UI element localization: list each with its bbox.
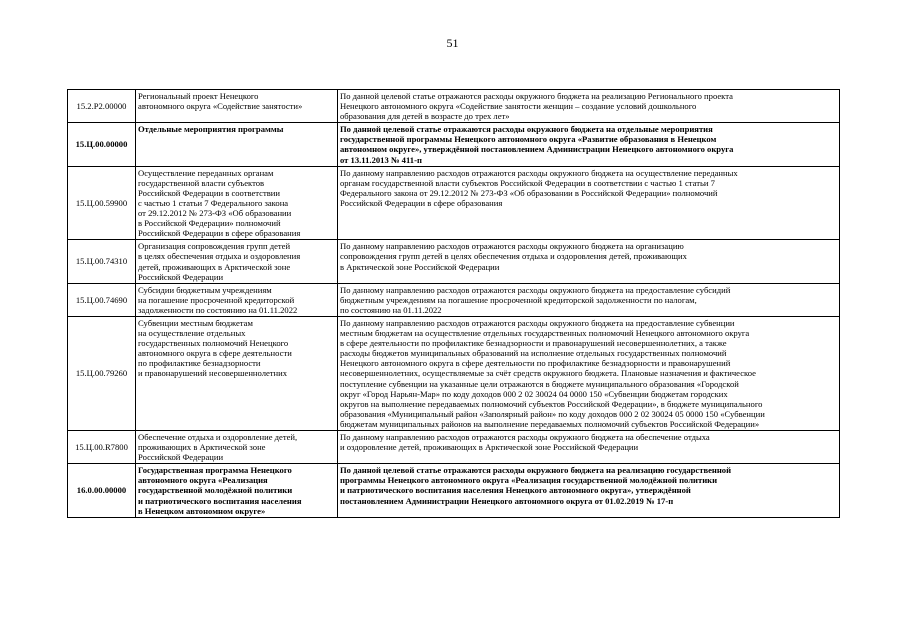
- item-description-cell: [338, 283, 840, 316]
- budget-classification-table: [67, 89, 840, 518]
- target-code-cell: [68, 90, 136, 123]
- item-description-cell: [338, 431, 840, 464]
- target-code: 15.Ц.00.59900: [75, 197, 128, 208]
- target-code: 15.Ц.00.R7800: [75, 442, 128, 453]
- page-number: 51: [446, 36, 459, 50]
- target-code-cell: [68, 123, 136, 166]
- item-description: По данной целевой статье отражаются расходы окружного бюджета на реализацию государственной программы Ненецкого автономного округа «Реализация государственной молодёжной политики и патриотического воспитания населения Ненецкого автономного округа», утверждённой постановлением Администрации Ненецкого автономного округа от 01.02.2019 № 17-п: [340, 465, 732, 506]
- target-code: 15.Ц.00.74310: [75, 256, 128, 267]
- item-description-cell: [338, 123, 840, 166]
- table-row: [68, 316, 840, 430]
- target-code-cell: [68, 166, 136, 240]
- target-code-cell: [68, 283, 136, 316]
- target-code-cell: [68, 240, 136, 283]
- item-name-cell: [136, 283, 338, 316]
- item-name-cell: [136, 316, 338, 430]
- target-code: 15.Ц.00.79260: [75, 368, 128, 379]
- item-name: Отдельные мероприятия программы: [138, 124, 284, 135]
- item-description: По данной целевой статье отражаются расходы окружного бюджета на отдельные мероприятия государственной программы Ненецкого автономного округа «Развитие образования в Ненецком автономном округе», утверждённой постановлением Администрации Ненецкого автономного округа от 13.11.2013 № 411-п: [340, 124, 734, 165]
- item-name: Осуществление переданных органам государственной власти субъектов Российской Федерации в соответствии с частью 1 статьи 7 Федерального закона от 29.12.2012 № 273-ФЗ «Об образовании в Российской Федерации» полномочий Российской Федерации в сфере образования: [138, 167, 301, 239]
- target-code: 15.2.P2.00000: [76, 101, 127, 112]
- item-description: По данному направлению расходов отражаются расходы окружного бюджета на осуществление переданных органам государственной власти субъектов Российской Федерации в соответствии с частью 1 статьи 7 Федерального закона от 29.12.2012 № 273-ФЗ «Об образовании в Российской Федерации» полномочий Российской Федерации в сфере образования: [340, 167, 738, 208]
- target-code-cell: [68, 431, 136, 464]
- item-description: По данному направлению расходов отражаются расходы окружного бюджета на предоставление субвенции местным бюджетам на осуществление отдельных государственных полномочий Ненецкого автономного округа в сфере деятельности по профилактике безнадзорности и правонарушений несовершеннолетних, а также расходы бюджетов муниципальных образований на исполнение отдельных государственных полномочий Ненецкого автономного округа в сфере деятельности по профилактике безнадзорности и правонарушений несовершеннолетних, осуществляемые за счёт средств окружного бюджета. Плановые назначения и фактическое поступление субвенции на указанные цели отражаются в бюджете муниципального образования «Городской округ «Город Нарьян-Мар» по коду доходов 000 2 02 30024 04 0000 150 «Субвенции бюджетам городских округов на выполнение передаваемых полномочий субъектов Российской Федерации», в бюджете муниципального образования «Муниципальный район «Заполярный район» по коду доходов 000 2 02 30024 05 0000 150 «Субвенции бюджетам муниципальных районов на выполнение передаваемых полномочий субъектов Российской Федерации»: [340, 317, 765, 429]
- item-description-cell: [338, 464, 840, 517]
- target-code-cell: [68, 316, 136, 430]
- item-name-cell: [136, 240, 338, 283]
- target-code: 15.Ц.00.00000: [75, 139, 128, 150]
- item-name: Организация сопровождения групп детей в целях обеспечения отдыха и оздоровления детей, проживающих в Арктической зоне Российской Федерации: [138, 241, 301, 282]
- item-name: Государственная программа Ненецкого автономного округа «Реализация государственной молодёжной политики и патриотического воспитания населения в Ненецком автономном округе»: [138, 465, 302, 516]
- target-code: 15.Ц.00.74690: [75, 294, 128, 305]
- item-description: По данному направлению расходов отражаются расходы окружного бюджета на обеспечение отдыха и оздоровление детей, проживающих в Арктической зоне Российской Федерации: [340, 432, 710, 453]
- item-name-cell: [136, 123, 338, 166]
- item-description: По данному направлению расходов отражаются расходы окружного бюджета на организацию сопровождения групп детей в целях обеспечения отдыха и оздоровления детей, проживающих в Арктической зоне Российской Федерации: [340, 241, 687, 272]
- table-row: [68, 240, 840, 283]
- table-row: [68, 90, 840, 123]
- table-row: [68, 464, 840, 517]
- item-description: По данной целевой статье отражаются расходы окружного бюджета на реализацию Регионального проекта Ненецкого автономного округа «Содействие занятости женщин – создание условий дошкольного образования для детей в возрасте до трех лет»: [340, 91, 733, 122]
- item-description: По данному направлению расходов отражаются расходы окружного бюджета на предоставление субсидий бюджетным учреждениям на погашение просроченной кредиторской задолженности по налогам, по состоянию на 01.11.2022: [340, 284, 731, 315]
- item-name: Обеспечение отдыха и оздоровление детей, проживающих в Арктической зоне Российской Федерации: [138, 432, 298, 463]
- table-row: [68, 166, 840, 240]
- item-description-cell: [338, 90, 840, 123]
- item-description-cell: [338, 240, 840, 283]
- item-description-cell: [338, 166, 840, 240]
- item-name-cell: [136, 464, 338, 517]
- item-name: Субвенции местным бюджетам на осуществление отдельных государственных полномочий Ненецкого автономного округа в сфере деятельности по профилактике безнадзорности и правонарушений несовершеннолетних: [138, 317, 292, 379]
- table-row: [68, 123, 840, 166]
- table-row: [68, 431, 840, 464]
- item-name-cell: [136, 431, 338, 464]
- item-name-cell: [136, 166, 338, 240]
- item-name: Субсидии бюджетным учреждениям на погашение просроченной кредиторской задолженности по состоянию на 01.11.2022: [138, 284, 298, 315]
- table-row: [68, 283, 840, 316]
- target-code-cell: [68, 464, 136, 517]
- item-name-cell: [136, 90, 338, 123]
- target-code: 16.0.00.00000: [76, 485, 127, 496]
- item-name: Региональный проект Ненецкого автономного округа «Содействие занятости»: [138, 91, 303, 112]
- item-description-cell: [338, 316, 840, 430]
